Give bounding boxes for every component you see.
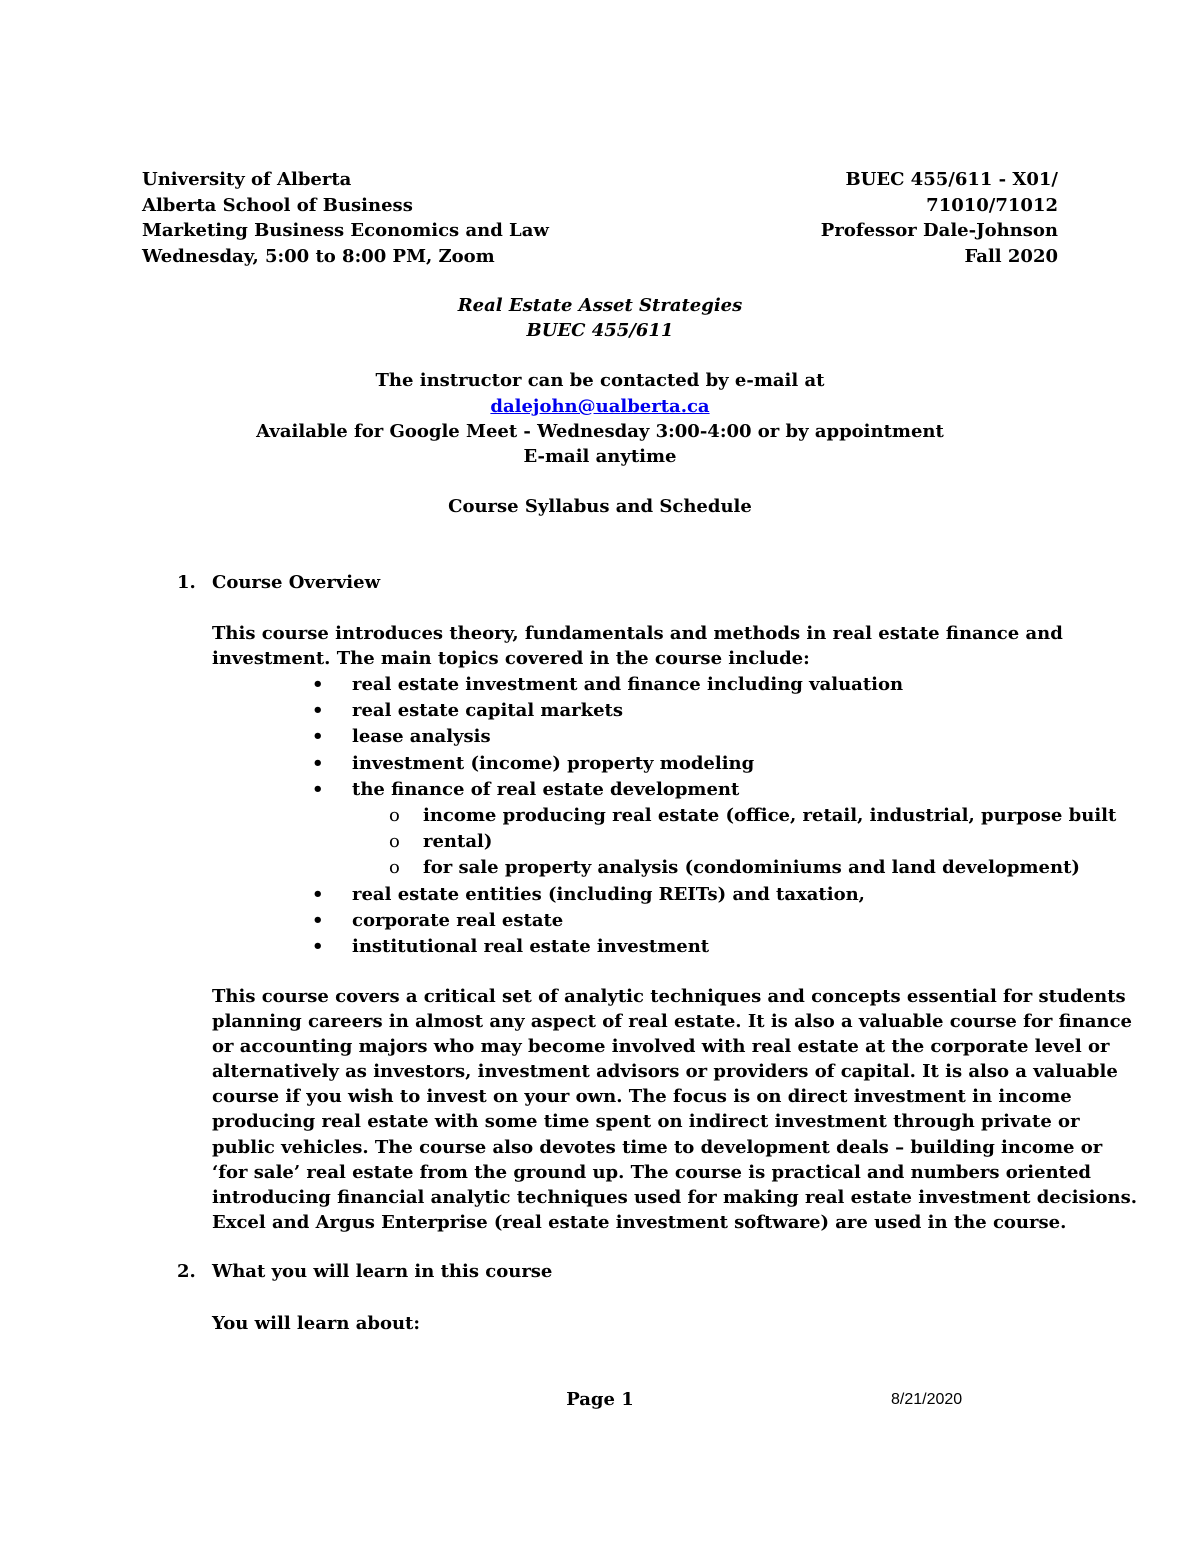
body-line: alternatively as investors, investment advisors or providers of capital. It is also a valuable [212,1061,1118,1083]
course-section: BUEC 455/611 - X01/ [845,169,1058,190]
course-title: Real Estate Asset Strategies [457,295,743,316]
body-line: ‘for sale’ real estate from the ground up. The course is practical and numbers oriented [212,1161,1092,1183]
body-line: This course covers a critical set of analytic techniques and concepts essential for students [212,986,1126,1007]
footer-date: 8/21/2020 [891,1391,963,1408]
section2-title: What you will learn in this course [212,1261,553,1282]
contact-intro: The instructor can be contacted by e-mail at [375,370,825,391]
list-item: • corporate real estate [212,908,1116,934]
section2-intro-text: You will learn about: [212,1313,421,1334]
body-line: Excel and Argus Enterprise (real estate investment software) are used in the course. [212,1211,1067,1233]
syllabus-title: Course Syllabus and Schedule [448,496,752,517]
list-item: • real estate investment and finance including valuation [212,672,1116,698]
page-number: Page 1 [566,1389,634,1410]
email-link[interactable]: dalejohn@ualberta.ca [490,396,710,417]
sub-list-item: o income producing real estate (office, retail, industrial, purpose built [212,803,1116,829]
email-note: E-mail anytime [523,446,677,467]
section1-intro [212,621,1072,671]
sub-list-item: o for sale property analysis (condominiums and land development) [212,855,1116,881]
section1-title: Course Overview [212,572,381,593]
section1-body [212,984,1138,1235]
intro-line: This course introduces theory, fundamentals and methods in real estate finance and [212,623,1063,644]
body-line: producing real estate with some time spent on indirect investment through private or [212,1111,1080,1133]
body-line: planning careers in almost any aspect of real estate. It is also a valuable course for finance [212,1011,1132,1033]
class-time: Wednesday, 5:00 to 8:00 PM, Zoom [142,245,495,267]
header-right [821,167,1058,269]
availability-line: Available for Google Meet - Wednesday 3:00-4:00 or by appointment [256,421,944,442]
school-name: Alberta School of Business [142,194,413,216]
topic-list [212,672,1116,960]
body-line: course if you wish to invest on your own. The focus is on direct investment in income [212,1086,1072,1108]
header-left [142,167,549,269]
course-code: BUEC 455/611 [526,320,674,341]
section2-intro [212,1311,1072,1336]
section1-heading [177,572,380,593]
sub-list-item-text: rental) [423,831,493,853]
professor-name: Professor Dale-Johnson [820,220,1058,241]
list-item: • the finance of real estate development [212,777,1116,803]
body-line: or accounting majors who may become involved with real estate at the corporate level or [212,1036,1110,1058]
body-line: introducing financial analytic techniques used for making real estate investment decisions. [212,1186,1138,1208]
department-name: Marketing Business Economics and Law [142,220,549,241]
intro-line: investment. The main topics covered in the course include: [212,648,810,669]
section2-heading [177,1261,552,1282]
list-item: • real estate entities (including REITs) and taxation, [212,882,1116,908]
section1-number: 1. [177,572,196,593]
list-item: • investment (income) property modeling [212,751,1116,777]
section2-number: 2. [177,1261,196,1282]
course-ids: 71010/71012 [926,194,1058,216]
term: Fall 2020 [964,245,1058,267]
list-item: • lease analysis [212,724,1116,750]
university-name: University of Alberta [142,169,352,190]
list-item: • institutional real estate investment [212,934,1116,960]
email-line [0,396,1200,417]
sub-list-item-continuation [212,829,1116,855]
list-item: • real estate capital markets [212,698,1116,724]
body-line: public vehicles. The course also devotes time to development deals – building income or [212,1136,1103,1158]
